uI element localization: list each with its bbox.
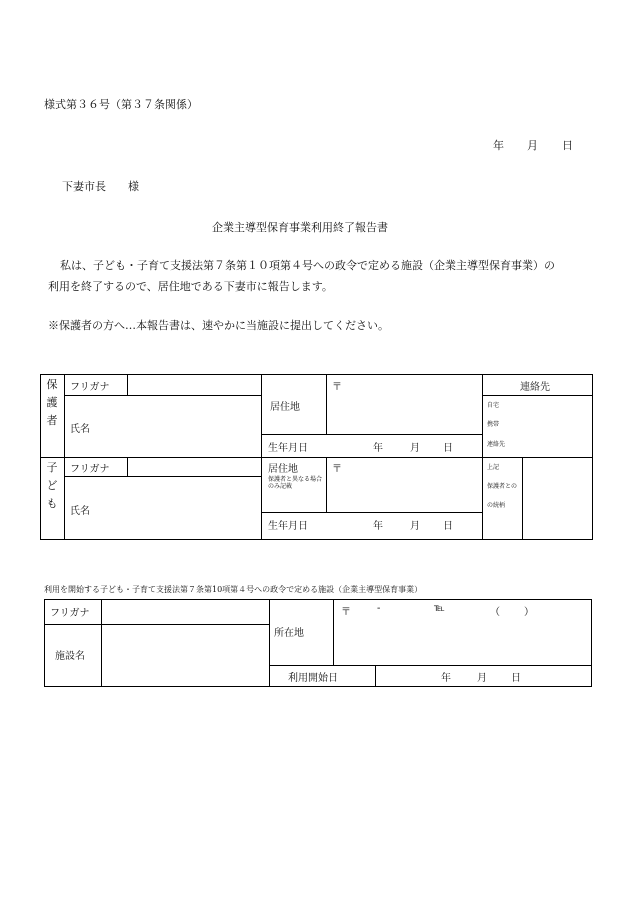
start-date-year: 年: [441, 673, 451, 684]
body-line-2: 利用を終了するので、居住地である下妻市に報告します。: [48, 280, 333, 293]
child-label: 子ども: [46, 461, 58, 510]
form-number: 様式第３６号（第３７条関係）: [44, 98, 198, 111]
child-postal-mark: 〒: [332, 464, 342, 475]
facility-name-label: 施設名: [55, 651, 85, 662]
tel-paren-open: （: [490, 607, 500, 618]
child-birth-day: 日: [443, 521, 453, 532]
contact-home-label: 自宅: [487, 402, 500, 409]
start-date-label: 利用開始日: [288, 673, 338, 684]
start-date-month: 月: [477, 673, 487, 684]
guardian-label: 保護者: [46, 378, 58, 427]
guardian-birth-day: 日: [443, 443, 453, 454]
child-birth-month: 月: [410, 521, 420, 532]
contact-mobile-label: 携帯: [487, 421, 500, 428]
relation-line-2: 保護者との: [487, 483, 518, 490]
addressee: 下妻市長 様: [62, 180, 139, 193]
guardian-birth-year: 年: [373, 443, 383, 454]
contact-other-label: 連絡先: [487, 441, 506, 448]
document-title: 企業主導型保育事業利用終了報告書: [212, 221, 388, 234]
child-birthdate-label: 生年月日: [268, 521, 308, 532]
tel-paren-close: ）: [524, 607, 534, 618]
tel-icon: ℡: [434, 603, 445, 614]
child-address-label: 居住地: [268, 464, 298, 475]
child-birth-year: 年: [373, 521, 383, 532]
date-day-label: 日: [562, 139, 573, 152]
guardian-address-label: 居住地: [270, 402, 300, 413]
child-furigana-label: フリガナ: [70, 464, 110, 475]
body-line-1: 私は、子ども・子育て支援法第７条第１０項第４号への政令で定める施設（企業主導型保育事業）の: [60, 259, 555, 272]
relation-line-3: の続柄: [487, 502, 506, 509]
guardian-birthdate-label: 生年月日: [268, 443, 308, 454]
contact-header: 連絡先: [520, 382, 550, 393]
guardian-note: ※保護者の方へ…本報告書は、速やかに当施設に提出してください。: [48, 319, 389, 332]
date-year-label: 年: [493, 139, 504, 152]
facility-postal-mark: 〒: [341, 607, 351, 618]
guardian-furigana-label: フリガナ: [70, 382, 110, 393]
child-address-note: 保護者と異なる場合のみ記載: [268, 476, 323, 490]
facility-location-label: 所在地: [274, 628, 304, 639]
facility-furigana-label: フリガナ: [50, 608, 90, 619]
relation-line-1: 上記: [487, 464, 500, 471]
start-date-day: 日: [511, 673, 521, 684]
facility-table-caption: 利用を開始する子ども・子育て支援法第７条第10項第４号への政令で定める施設（企業主導型保育事業）: [44, 585, 423, 594]
guardian-birth-month: 月: [410, 443, 420, 454]
child-name-label: 氏名: [70, 506, 90, 517]
date-month-label: 月: [527, 139, 538, 152]
guardian-name-label: 氏名: [70, 424, 90, 435]
facility-postal-dash: -: [377, 603, 381, 614]
guardian-postal-mark: 〒: [332, 382, 342, 393]
